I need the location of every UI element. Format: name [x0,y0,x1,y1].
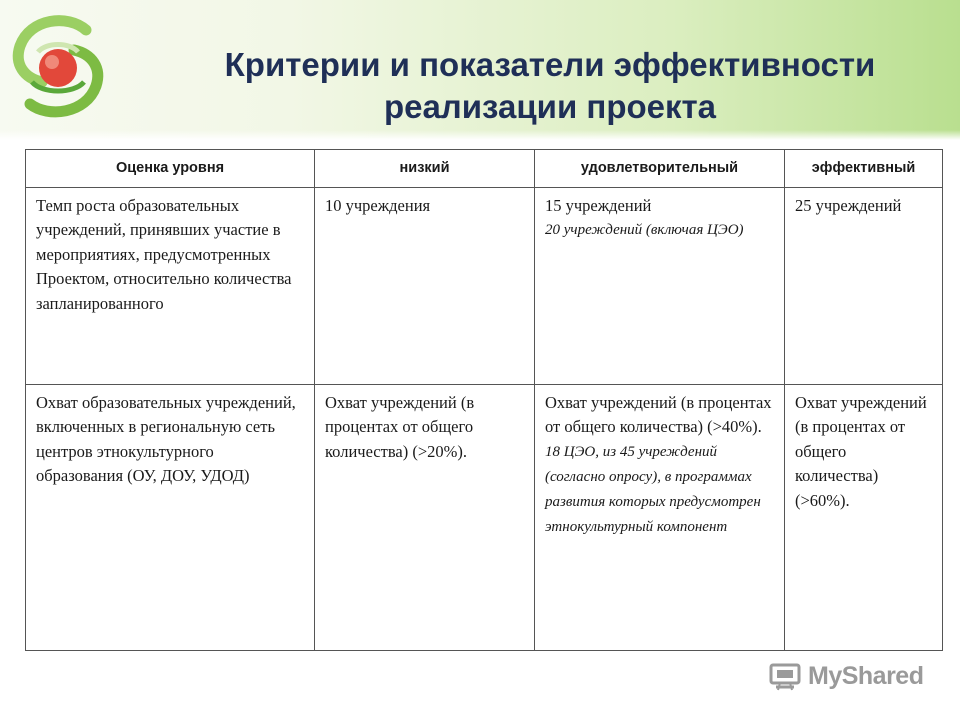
satisfactory-value: 15 учреждений [545,195,652,215]
header-cell-level: Оценка уровня [26,150,315,188]
low-cell: 10 учреждения [315,187,535,384]
header-cell-low: низкий [315,150,535,188]
table-row [26,187,943,384]
title-line-2: реализации проекта [383,88,717,125]
satisfactory-note: 18 ЦЭО, из 45 учреждений (согласно опросу), в программах развития которых предусмотрен этнокультурный компонент [545,443,761,535]
watermark-text: MyShared [808,661,924,690]
table-header-row [26,150,943,188]
effective-cell: 25 учреждений [785,187,943,384]
satisfactory-cell [535,384,785,650]
criterion-cell: Охват образовательных учреждений, включенных в региональную сеть центров этнокультурного образования (ОУ, ДОУ, УДОД) [26,384,315,650]
effective-cell: Охват учреждений (в процентах от общего количества) (>60%). [785,384,943,650]
slide-title [150,44,950,128]
criteria-table [25,149,943,651]
myshared-logo-icon [768,659,802,693]
satisfactory-note: 20 учреждений (включая ЦЭО) [545,222,744,238]
header-cell-effective: эффективный [785,150,943,188]
low-cell: Охват учреждений (в процентах от общего количества) (>20%). [315,384,535,650]
header-cell-satisfactory: удовлетворительный [535,150,785,188]
myshared-watermark [768,656,928,696]
criterion-cell: Темп роста образовательных учреждений, принявших участие в мероприятиях, предусмотренных Проектом, относительно количества запланированного [26,187,315,384]
table-row [26,384,943,650]
satisfactory-cell [535,187,785,384]
satisfactory-value: Охват учреждений (в процентах от общего количества) (>40%). [545,392,772,436]
organization-logo-icon [8,12,108,122]
title-line-1: Критерии и показатели эффективности [224,46,876,83]
